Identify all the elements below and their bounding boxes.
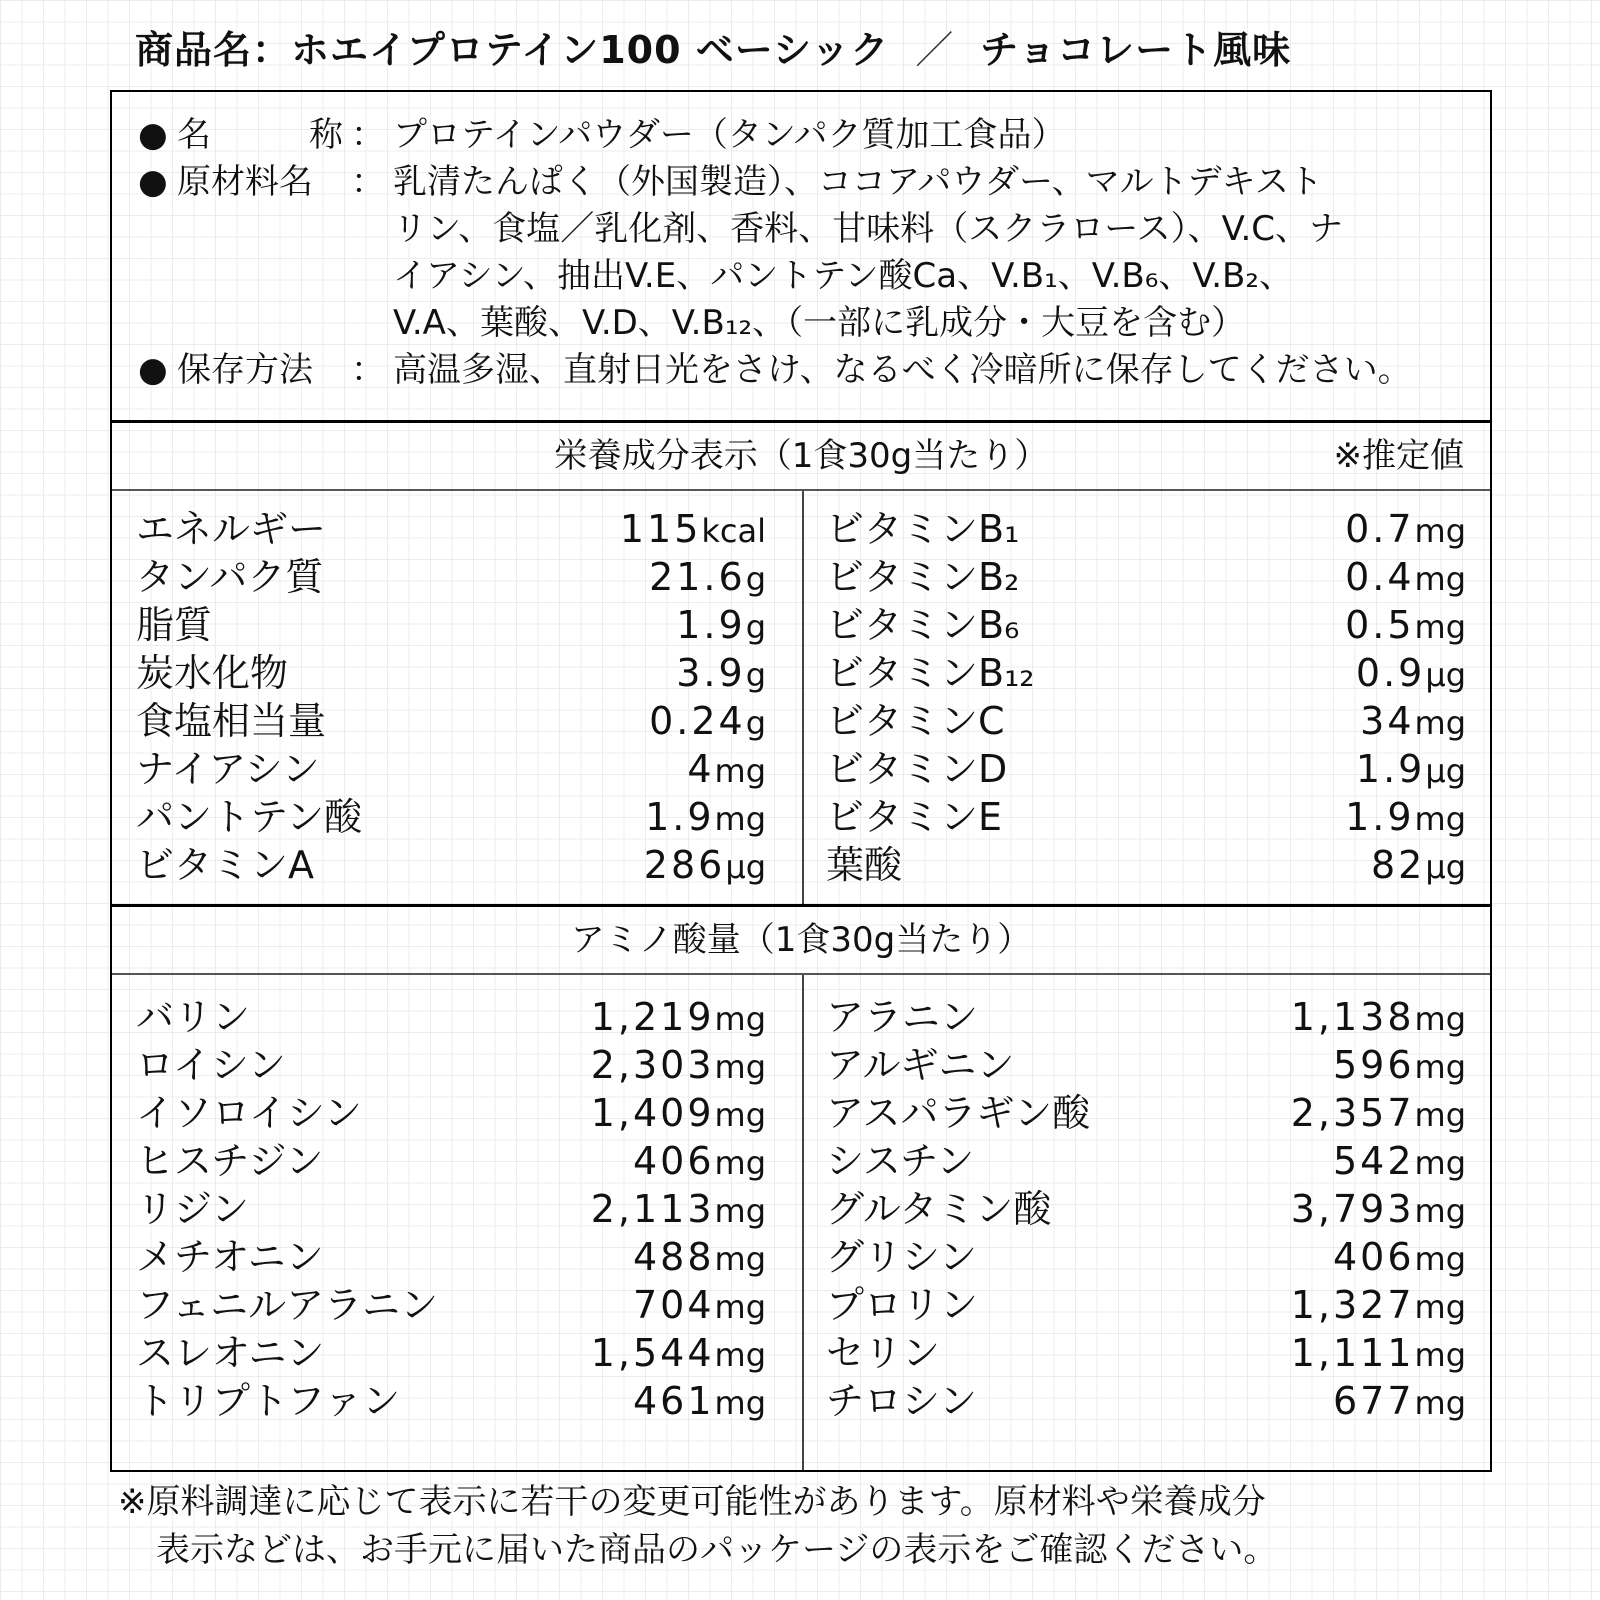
colon: ： <box>351 115 385 155</box>
bullet-icon: ● <box>138 350 168 390</box>
amino-row: スレオニン 1,544mg <box>136 1331 766 1375</box>
info-row-storage <box>138 347 1473 394</box>
ingredients-line: V.A、葉酸、V.D、V.B₁₂、（一部に乳成分・大豆を含む） <box>393 303 1246 343</box>
nutrient-row: パントテン酸 1.9mg <box>136 795 766 839</box>
bullet-icon: ● <box>138 162 168 202</box>
nutrient-row: 葉酸 82μg <box>826 843 1466 887</box>
info-value-name: プロテインパウダー（タンパク質加工食品） <box>393 115 1066 155</box>
footnote <box>118 1478 1498 1574</box>
info-value-ingredients <box>393 159 1473 347</box>
info-row-name <box>138 112 1473 159</box>
nutrition-heading <box>112 423 1490 489</box>
nutrient-row: ナイアシン 4mg <box>136 747 766 791</box>
nutrient-row: ビタミンD 1.9μg <box>826 747 1466 791</box>
info-label-name: 名 称 <box>177 115 343 155</box>
column-divider <box>802 491 804 906</box>
amino-row: フェニルアラニン 704mg <box>136 1283 766 1327</box>
amino-right-column <box>826 993 1466 1425</box>
nutrient-row: ビタミンC 34mg <box>826 699 1466 743</box>
amino-title: アミノ酸量（1食30g当たり） <box>570 920 1032 960</box>
amino-row: ロイシン 2,303mg <box>136 1043 766 1087</box>
amino-row: アスパラギン酸 2,357mg <box>826 1091 1466 1135</box>
nutrient-row: 炭水化物 3.9g <box>136 651 766 695</box>
amino-row: アラニン 1,138mg <box>826 995 1466 1039</box>
info-label-storage: 保存方法 <box>177 350 314 390</box>
ingredients-line: 乳清たんぱく（外国製造）、ココアパウダー、マルトデキスト <box>393 162 1323 202</box>
footnote-line-1: ※原料調達に応じて表示に若干の変更可能性があります。原材料や栄養成分 <box>118 1482 1266 1522</box>
product-title <box>135 22 1291 78</box>
amino-row: イソロイシン 1,409mg <box>136 1091 766 1135</box>
amino-row: リジン 2,113mg <box>136 1187 766 1231</box>
nutrition-note: ※推定値 <box>1333 436 1464 476</box>
nutrition-title: 栄養成分表示（1食30g当たり） <box>553 436 1049 476</box>
product-name: ホエイプロテイン100 ベーシック <box>291 28 890 72</box>
title-separator: ／ <box>915 28 955 72</box>
nutrient-row: ビタミンB₁₂ 0.9μg <box>826 651 1466 695</box>
amino-row: メチオニン 488mg <box>136 1235 766 1279</box>
amino-row: グリシン 406mg <box>826 1235 1466 1279</box>
info-row-ingredients <box>138 159 1473 347</box>
column-divider <box>802 975 804 1470</box>
footnote-line-2: 表示などは、お手元に届いた商品のパッケージの表示をご確認ください。 <box>156 1530 1278 1570</box>
info-label-ingredients: 原材料名 <box>177 162 314 202</box>
label-box <box>110 90 1492 1472</box>
product-title-label: 商品名： <box>135 28 292 72</box>
amino-row: アルギニン 596mg <box>826 1043 1466 1087</box>
colon: ： <box>351 162 385 202</box>
product-flavor: チョコレート風味 <box>980 28 1292 72</box>
amino-row: バリン 1,219mg <box>136 995 766 1039</box>
nutrient-row: 食塩相当量 0.24g <box>136 699 766 743</box>
divider <box>112 973 1490 975</box>
info-value-storage: 高温多湿、直射日光をさけ、なるべく冷暗所に保存してください。 <box>393 350 1412 390</box>
nutrient-row: ビタミンA 286μg <box>136 843 766 887</box>
nutrient-row: タンパク質 21.6g <box>136 555 766 599</box>
amino-row: トリプトファン 461mg <box>136 1379 766 1423</box>
amino-heading <box>112 907 1490 973</box>
nutrient-row: ビタミンB₁ 0.7mg <box>826 507 1466 551</box>
amino-row: チロシン 677mg <box>826 1379 1466 1423</box>
amino-row: シスチン 542mg <box>826 1139 1466 1183</box>
colon: ： <box>351 350 385 390</box>
amino-left-column <box>136 993 766 1425</box>
amino-row: セリン 1,111mg <box>826 1331 1466 1375</box>
amino-row: プロリン 1,327mg <box>826 1283 1466 1327</box>
nutrient-row: エネルギー 115kcal <box>136 507 766 551</box>
bullet-icon: ● <box>138 115 168 155</box>
amino-row: グルタミン酸 3,793mg <box>826 1187 1466 1231</box>
nutrition-left-column <box>136 505 766 889</box>
nutrient-row: ビタミンB₂ 0.4mg <box>826 555 1466 599</box>
nutrient-row: 脂質 1.9g <box>136 603 766 647</box>
divider <box>112 489 1490 491</box>
nutrient-row: ビタミンB₆ 0.5mg <box>826 603 1466 647</box>
ingredients-line: イアシン、抽出V.E、パントテン酸Ca、V.B₁、V.B₆、V.B₂、 <box>393 256 1294 296</box>
ingredients-line: リン、食塩／乳化剤、香料、甘味料（スクラロース）、V.C、ナ <box>393 209 1344 249</box>
amino-row: ヒスチジン 406mg <box>136 1139 766 1183</box>
nutrient-row: ビタミンE 1.9mg <box>826 795 1466 839</box>
nutrition-right-column <box>826 505 1466 889</box>
product-info-section <box>112 92 1490 422</box>
